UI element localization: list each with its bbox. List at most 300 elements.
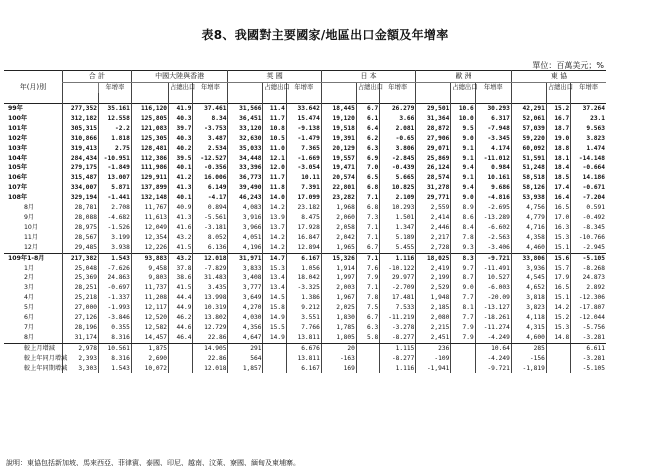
table-cell: -2.2 — [98, 124, 131, 134]
table-cell: 28,088 — [62, 213, 98, 223]
table-cell: 18.5 — [546, 173, 570, 183]
table-cell: 15.6 — [546, 253, 570, 263]
table-cell: 14.9 — [263, 333, 286, 343]
table-cell: 2,217 — [416, 233, 451, 243]
table-cell: -7.829 — [193, 264, 228, 274]
row-label: 106年 — [8, 174, 28, 182]
table-cell: 7.6 — [356, 264, 379, 274]
header-china-share: 占總出口 — [170, 84, 196, 91]
table-cell: -3.325 — [286, 283, 321, 293]
table-cell: 3.823 — [571, 134, 606, 144]
table-cell: 2,978 — [62, 343, 98, 353]
table-cell: 7.391 — [286, 183, 321, 193]
table-cell: 3,818 — [511, 293, 546, 303]
table-cell: -5.105 — [571, 253, 606, 263]
table-cell — [169, 364, 193, 374]
table-cell: 217,382 — [62, 253, 98, 263]
table-cell: 26,124 — [416, 163, 451, 173]
table-cell — [356, 354, 379, 364]
table-cell: 29.977 — [380, 273, 416, 283]
table-row — [4, 293, 606, 303]
table-cell: 4,545 — [511, 273, 546, 283]
header-total-growth: 年增率 — [98, 83, 131, 94]
table-cell: 1,830 — [321, 313, 356, 323]
table-cell: 116,120 — [131, 104, 168, 114]
header-uk-growth: 年增率 — [286, 83, 321, 94]
table-row — [4, 223, 606, 233]
table-cell: 16.847 — [286, 233, 321, 243]
table-row — [4, 264, 606, 274]
table-cell: 37.461 — [193, 104, 228, 114]
table-cell: 9.4 — [451, 163, 475, 173]
comparison-row — [4, 364, 606, 374]
table-cell: 31,566 — [228, 104, 263, 114]
table-cell: 28,574 — [416, 173, 451, 183]
table-cell: 15,326 — [321, 253, 356, 263]
table-cell: 12,226 — [131, 243, 168, 253]
table-cell: 10.6 — [451, 104, 475, 114]
row-label: 7月 — [24, 323, 35, 331]
table-cell: -7.204 — [571, 193, 606, 203]
table-cell: 4,315 — [511, 323, 546, 333]
table-cell: 11,737 — [131, 283, 168, 293]
table-cell: 12,354 — [131, 233, 168, 243]
table-cell: 8.34 — [193, 114, 228, 124]
table-cell: 14.2 — [263, 203, 286, 213]
table-cell: 9.5 — [451, 124, 475, 134]
table-cell: 2,690 — [131, 354, 168, 364]
table-cell: 39.7 — [169, 124, 193, 134]
header-europe: 歐 洲 — [416, 71, 512, 83]
table-cell: 1,785 — [321, 323, 356, 333]
table-cell: 8.052 — [193, 233, 228, 243]
header-uk-share: 占總出口 — [264, 84, 290, 91]
table-cell: 2,446 — [416, 223, 451, 233]
table-cell: 11,767 — [131, 203, 168, 213]
table-cell: 31,971 — [228, 253, 263, 263]
row-label: 較上年同月增減 — [24, 354, 68, 362]
table-cell: 13.7 — [263, 223, 286, 233]
table-cell: -11.012 — [475, 154, 511, 164]
table-cell: 13.802 — [193, 313, 228, 323]
table-cell: 18.4 — [546, 163, 570, 173]
table-cell: -163 — [321, 354, 356, 364]
table-cell: 33,120 — [228, 124, 263, 134]
table-cell: 9,458 — [131, 264, 168, 274]
table-cell: 312,182 — [62, 114, 98, 124]
table-cell: 22.86 — [193, 354, 228, 364]
table-cell: 305,315 — [62, 124, 98, 134]
table-cell: 20,129 — [321, 144, 356, 154]
table-cell: 40.9 — [169, 203, 193, 213]
table-cell: 14.9 — [263, 313, 286, 323]
table-cell: 4.174 — [475, 144, 511, 154]
table-cell: -2.945 — [571, 243, 606, 253]
table-cell: 7.9 — [451, 333, 475, 343]
table-cell: 25,369 — [62, 273, 98, 283]
table-cell: 13.4 — [263, 283, 286, 293]
table-row — [4, 183, 606, 193]
table-cell: 329,194 — [62, 193, 98, 203]
table-cell: 12.0 — [263, 163, 286, 173]
table-cell: 44.9 — [169, 303, 193, 313]
table-cell: 43.2 — [169, 253, 193, 263]
table-cell: 2,393 — [62, 354, 98, 364]
table-cell: 7.1 — [356, 283, 379, 293]
header-china-growth: 年增率 — [193, 83, 228, 94]
table-cell: -5.561 — [193, 213, 228, 223]
table-cell: 7.7 — [451, 313, 475, 323]
table-cell: 4,652 — [511, 283, 546, 293]
table-cell: 41.2 — [169, 173, 193, 183]
table-cell: 2.081 — [380, 124, 416, 134]
table-cell: 18,445 — [321, 104, 356, 114]
table-cell: 137,899 — [131, 183, 168, 193]
table-row — [4, 213, 606, 223]
table-cell: 7.8 — [356, 293, 379, 303]
table-cell: 22,801 — [321, 183, 356, 193]
table-cell: 169 — [321, 364, 356, 374]
table-cell: 0.591 — [571, 203, 606, 213]
table-cell: 3.806 — [380, 144, 416, 154]
table-cell: 6.9 — [356, 154, 379, 164]
table-cell: 27,906 — [416, 134, 451, 144]
table-cell — [263, 364, 286, 374]
table-cell: 10,072 — [131, 364, 168, 374]
table-cell: 2,559 — [416, 203, 451, 213]
table-cell: 22.86 — [193, 333, 228, 343]
table-cell: 16.5 — [546, 283, 570, 293]
table-cell: -14.148 — [571, 154, 606, 164]
table-cell: 46.2 — [169, 313, 193, 323]
table-cell: 10.8 — [263, 124, 286, 134]
table-cell: 16.3 — [546, 223, 570, 233]
table-cell: 41.6 — [169, 223, 193, 233]
table-cell: 3,966 — [228, 223, 263, 233]
table-cell: -10.766 — [571, 233, 606, 243]
table-cell: 7.7 — [451, 293, 475, 303]
table-cell: 12.018 — [193, 253, 228, 263]
table-cell: -7.948 — [475, 124, 511, 134]
table-cell: 4,600 — [511, 333, 546, 343]
table-cell: -1,819 — [511, 364, 546, 374]
table-cell: 2,419 — [416, 264, 451, 274]
table-cell: 44.4 — [169, 293, 193, 303]
table-cell: 58,518 — [511, 173, 546, 183]
table-cell: -3.406 — [475, 243, 511, 253]
table-cell: -0.664 — [571, 163, 606, 173]
table-cell: 7.766 — [286, 323, 321, 333]
table-row — [4, 104, 606, 114]
header-uk: 英 國 — [228, 71, 321, 83]
table-cell: 28,781 — [62, 203, 98, 213]
table-cell: 17.4 — [546, 183, 570, 193]
table-cell: 33,396 — [228, 163, 263, 173]
table-cell: 564 — [228, 354, 263, 364]
table-cell: -9.721 — [475, 253, 511, 263]
table-cell: 13.9 — [263, 213, 286, 223]
table-cell: -3.054 — [286, 163, 321, 173]
table-cell — [356, 343, 379, 353]
table-cell: -1.441 — [98, 193, 131, 203]
row-label: 5月 — [24, 304, 35, 312]
table-cell: 7.8 — [451, 233, 475, 243]
table-cell: 36,451 — [228, 114, 263, 124]
table-cell: 4,460 — [511, 243, 546, 253]
table-cell: -5.756 — [571, 323, 606, 333]
table-cell: 35,033 — [228, 144, 263, 154]
table-cell: 40.2 — [169, 144, 193, 154]
table-cell: 6.7 — [356, 313, 379, 323]
table-cell: 9.0 — [451, 193, 475, 203]
table-cell: 285 — [511, 343, 546, 353]
table-cell: 11,208 — [131, 293, 168, 303]
table-cell: 19,120 — [321, 114, 356, 124]
table-row — [4, 233, 606, 243]
table-cell: 10.11 — [286, 173, 321, 183]
table-cell: 43.2 — [169, 233, 193, 243]
table-cell: 40.1 — [169, 163, 193, 173]
table-row — [4, 283, 606, 293]
table-row — [4, 154, 606, 164]
table-cell: 6.5 — [356, 173, 379, 183]
row-label: 99年 — [8, 105, 23, 112]
table-cell: 2,042 — [321, 233, 356, 243]
row-label: 3月 — [24, 284, 35, 292]
table-cell: 1.474 — [571, 144, 606, 154]
table-cell: 1.056 — [286, 264, 321, 274]
table-cell: 17.928 — [286, 223, 321, 233]
table-cell: 3.199 — [98, 233, 131, 243]
table-cell: 32,630 — [228, 134, 263, 144]
table-cell: 7.1 — [356, 253, 379, 263]
table-cell: 93,883 — [131, 253, 168, 263]
table-cell: 1,948 — [416, 293, 451, 303]
table-cell: 125,305 — [131, 134, 168, 144]
table-cell — [451, 354, 475, 364]
table-cell: 38.6 — [169, 273, 193, 283]
table-cell: -4.682 — [98, 213, 131, 223]
table-cell: -8.345 — [571, 223, 606, 233]
table-cell: -9.721 — [475, 364, 511, 374]
table-cell: 1,968 — [321, 203, 356, 213]
table-cell: 2,529 — [416, 283, 451, 293]
table-cell: 15.8 — [263, 303, 286, 313]
header-asean: 東 協 — [511, 71, 606, 83]
table-cell — [263, 354, 286, 364]
table-cell: 12,117 — [131, 303, 168, 313]
table-cell: 25,869 — [416, 154, 451, 164]
header-japan: 日 本 — [321, 71, 415, 83]
table-cell: -18.261 — [475, 313, 511, 323]
table-cell: -0.356 — [193, 163, 228, 173]
table-cell: 41.5 — [169, 283, 193, 293]
table-cell: 29,071 — [416, 144, 451, 154]
table-cell: 16.4 — [546, 193, 570, 203]
table-cell: 28,196 — [62, 323, 98, 333]
table-cell: -11.219 — [380, 313, 416, 323]
table-cell: 51,248 — [511, 163, 546, 173]
table-cell: 0.894 — [193, 203, 228, 213]
table-cell: -1.849 — [98, 163, 131, 173]
table-cell: 15.2 — [546, 313, 570, 323]
table-cell: 5.665 — [380, 173, 416, 183]
table-cell: 46,243 — [228, 193, 263, 203]
table-cell: 13.811 — [286, 333, 321, 343]
table-cell: 5.8 — [356, 333, 379, 343]
table-cell: 15.3 — [263, 264, 286, 274]
table-cell: 9.3 — [451, 243, 475, 253]
table-cell: 1.116 — [380, 364, 416, 374]
table-cell: 9,803 — [131, 273, 168, 283]
table-cell: 15.3 — [546, 233, 570, 243]
table-cell: 19,391 — [321, 134, 356, 144]
table-cell: 28,975 — [62, 223, 98, 233]
table-cell: 57,039 — [511, 124, 546, 134]
table-cell: 13.4 — [263, 273, 286, 283]
table-cell: 1.386 — [286, 293, 321, 303]
table-cell: 52,061 — [511, 114, 546, 124]
unit-label: 單位：百萬美元；% — [532, 61, 604, 70]
row-label: 8月 — [4, 333, 62, 343]
table-cell: 11,613 — [131, 213, 168, 223]
comparison-row — [4, 354, 606, 364]
table-cell: 40.1 — [169, 193, 193, 203]
table-cell: 128,481 — [131, 144, 168, 154]
table-cell: 334,007 — [62, 183, 98, 193]
table-cell: 1,967 — [321, 293, 356, 303]
table-cell: 4,756 — [511, 203, 546, 213]
table-cell: 2,414 — [416, 213, 451, 223]
row-label: 104年 — [8, 154, 28, 162]
row-label: 4月 — [24, 294, 35, 302]
table-cell: 19,557 — [321, 154, 356, 164]
comparison-row — [4, 343, 606, 353]
table-cell: 2,215 — [416, 323, 451, 333]
table-cell: 2.892 — [571, 283, 606, 293]
table-cell: 51,591 — [511, 154, 546, 164]
row-label: 較上月增減 — [24, 344, 55, 352]
table-cell: 31,174 — [62, 333, 98, 343]
table-cell: 4,051 — [228, 233, 263, 243]
table-cell: 19.0 — [546, 134, 570, 144]
table-cell: 3,408 — [228, 273, 263, 283]
table-cell: 7.365 — [286, 144, 321, 154]
table-cell: -17.807 — [571, 303, 606, 313]
table-cell: 41.3 — [169, 183, 193, 193]
table-cell: 7.1 — [356, 193, 379, 203]
table-cell: 4,647 — [228, 333, 263, 343]
table-cell: -6.003 — [475, 283, 511, 293]
table-cell: -4.816 — [475, 193, 511, 203]
table-cell: 24.873 — [571, 273, 606, 283]
table-cell: 41.9 — [169, 104, 193, 114]
table-cell: 27,000 — [62, 303, 98, 313]
table-cell: 7.3 — [356, 213, 379, 223]
table-cell: 9.212 — [286, 303, 321, 313]
table-cell: 3.487 — [193, 134, 228, 144]
row-label: 1月 — [24, 264, 35, 272]
table-cell: 6.1 — [356, 114, 379, 124]
table-cell: -12.044 — [571, 313, 606, 323]
table-cell: 291 — [228, 343, 263, 353]
table-cell: 2,003 — [321, 283, 356, 293]
table-row — [4, 243, 606, 253]
table-cell: 8.9 — [451, 203, 475, 213]
table-cell: 1,857 — [228, 364, 263, 374]
row-label: 105年 — [8, 164, 28, 172]
page-title: 表8、我國對主要國家/地區出口金額及年增率 — [201, 28, 449, 42]
table-cell: 7.9 — [356, 273, 379, 283]
table-cell: 60,092 — [511, 144, 546, 154]
table-cell: 6.611 — [571, 343, 606, 353]
table-cell: 1.818 — [98, 134, 131, 144]
table-cell: 58,126 — [511, 183, 546, 193]
export-table-container — [4, 70, 606, 373]
table-cell: 2.534 — [193, 144, 228, 154]
table-cell: 1.501 — [380, 213, 416, 223]
table-cell: 4,196 — [228, 243, 263, 253]
header-europe-growth: 年增率 — [475, 83, 511, 94]
table-cell: 277,352 — [62, 104, 98, 114]
table-cell: 24.863 — [98, 273, 131, 283]
table-cell: 15.1 — [546, 243, 570, 253]
table-cell: 284,434 — [62, 154, 98, 164]
table-cell: 13.007 — [98, 173, 131, 183]
table-row — [4, 203, 606, 213]
table-cell: 10.5 — [263, 134, 286, 144]
table-cell: 16.006 — [193, 173, 228, 183]
table-cell: 13.998 — [193, 293, 228, 303]
table-cell: 6.4 — [356, 124, 379, 134]
table-cell: 18,025 — [416, 253, 451, 263]
table-cell: 28,567 — [62, 233, 98, 243]
table-cell: 19,518 — [321, 124, 356, 134]
row-label: 102年 — [8, 134, 28, 142]
table-cell: 4,358 — [511, 233, 546, 243]
table-row — [4, 193, 606, 203]
table-cell: 9.0 — [451, 134, 475, 144]
table-cell: -3.345 — [475, 134, 511, 144]
table-cell: 25,048 — [62, 264, 98, 274]
table-cell: -7.626 — [98, 264, 131, 274]
table-cell: 0.984 — [475, 163, 511, 173]
table-body — [4, 104, 606, 374]
table-cell: 6.317 — [475, 114, 511, 124]
table-cell: 17.0 — [546, 213, 570, 223]
table-cell: -3.181 — [193, 223, 228, 233]
table-cell: -1.526 — [98, 223, 131, 233]
table-cell: 11.0 — [263, 144, 286, 154]
row-label: 107年 — [8, 184, 28, 192]
table-cell: 14.2 — [546, 303, 570, 313]
table-cell: 7.0 — [356, 163, 379, 173]
table-cell: 31,278 — [416, 183, 451, 193]
table-cell: 4,083 — [228, 203, 263, 213]
table-cell — [169, 343, 193, 353]
table-cell: 23.182 — [286, 203, 321, 213]
export-table — [4, 70, 606, 373]
table-cell: 40.3 — [169, 134, 193, 144]
table-cell: 14.186 — [571, 173, 606, 183]
table-cell: 0.355 — [98, 323, 131, 333]
table-cell: 11.7 — [263, 173, 286, 183]
table-cell — [356, 364, 379, 374]
header-asean-share: 占總出口 — [547, 84, 574, 91]
table-cell: 12.729 — [193, 323, 228, 333]
table-cell: 125,805 — [131, 114, 168, 124]
table-cell: 15.3 — [546, 323, 570, 333]
